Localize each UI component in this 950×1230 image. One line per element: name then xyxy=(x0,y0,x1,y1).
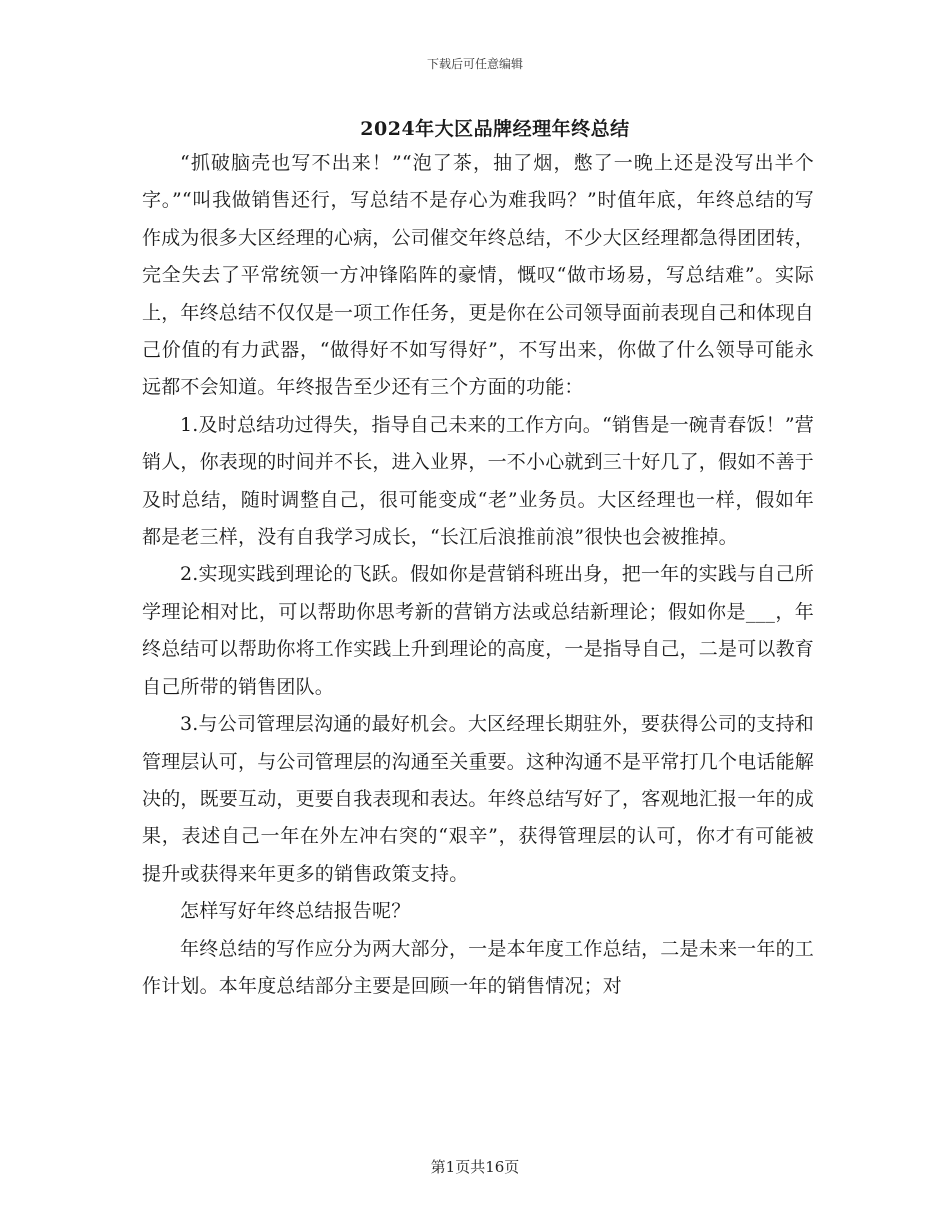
paragraph-structure: 年终总结的写作应分为两大部分，一是本年度工作总结，二是未来一年的工作计划。本年度总结部分主要是回顾一年的销售情况；对 xyxy=(142,937,814,997)
document-body xyxy=(142,145,814,1005)
paragraph-question: 怎样写好年终总结报告呢？ xyxy=(180,900,411,923)
page-number: 第1页共16页 xyxy=(430,1158,520,1176)
paragraph-point-2: 2.实现实践到理论的飞跃。假如你是营销科班出身，把一年的实践与自己所学理论相对比，可以帮助你思考新的营销方法或总结新理论；假如你是___，年终总结可以帮助你将工作实践上升到理论的高度，一是指导自己，二是可以教育自己所带的销售团队。 xyxy=(142,563,815,698)
paragraph-intro: “抓破脑壳也写不出来！”“泡了茶，抽了烟，憋了一晚上还是没写出半个字。”“叫我做销售还行，写总结不是存心为难我吗？”时值年底，年终总结的写作成为很多大区经理的心病，公司催交年终总结，不少大区经理都急得团团转，完全失去了平常统领一方冲锋陷阵的豪情，慨叹“做市场易，写总结难”。实际上，年终总结不仅仅是一项工作任务，更是你在公司领导面前表现自己和体现自己价值的有力武器，“做得好不如写得好”，不写出来，你做了什么领导可能永远都不会知道。年终报告至少还有三个方面的功能： xyxy=(142,152,815,399)
document-title: 2024年大区品牌经理年终总结 xyxy=(360,118,630,140)
paragraph-point-1: 1.及时总结功过得失，指导自己未来的工作方向。“销售是一碗青春饭！”营销人，你表现的时间并不长，进入业界，一不小心就到三十好几了，假如不善于及时总结，随时调整自己，很可能变成“老”业务员。大区经理也一样，假如年都是老三样，没有自我学习成长，“长江后浪推前浪”很快也会被推掉。 xyxy=(142,413,815,549)
paragraph-point-3: 3.与公司管理层沟通的最好机会。大区经理长期驻外，要获得公司的支持和管理层认可，与公司管理层的沟通至关重要。这种沟通不是平常打几个电话能解决的，既要互动，更要自我表现和表达。年终总结写好了，客观地汇报一年的成果，表述自己一年在外左冲右突的“艰辛”，获得管理层的认可，你才有可能被提升或获得来年更多的销售政策支持。 xyxy=(142,713,815,885)
header-note: 下载后可任意编辑 xyxy=(426,57,523,71)
